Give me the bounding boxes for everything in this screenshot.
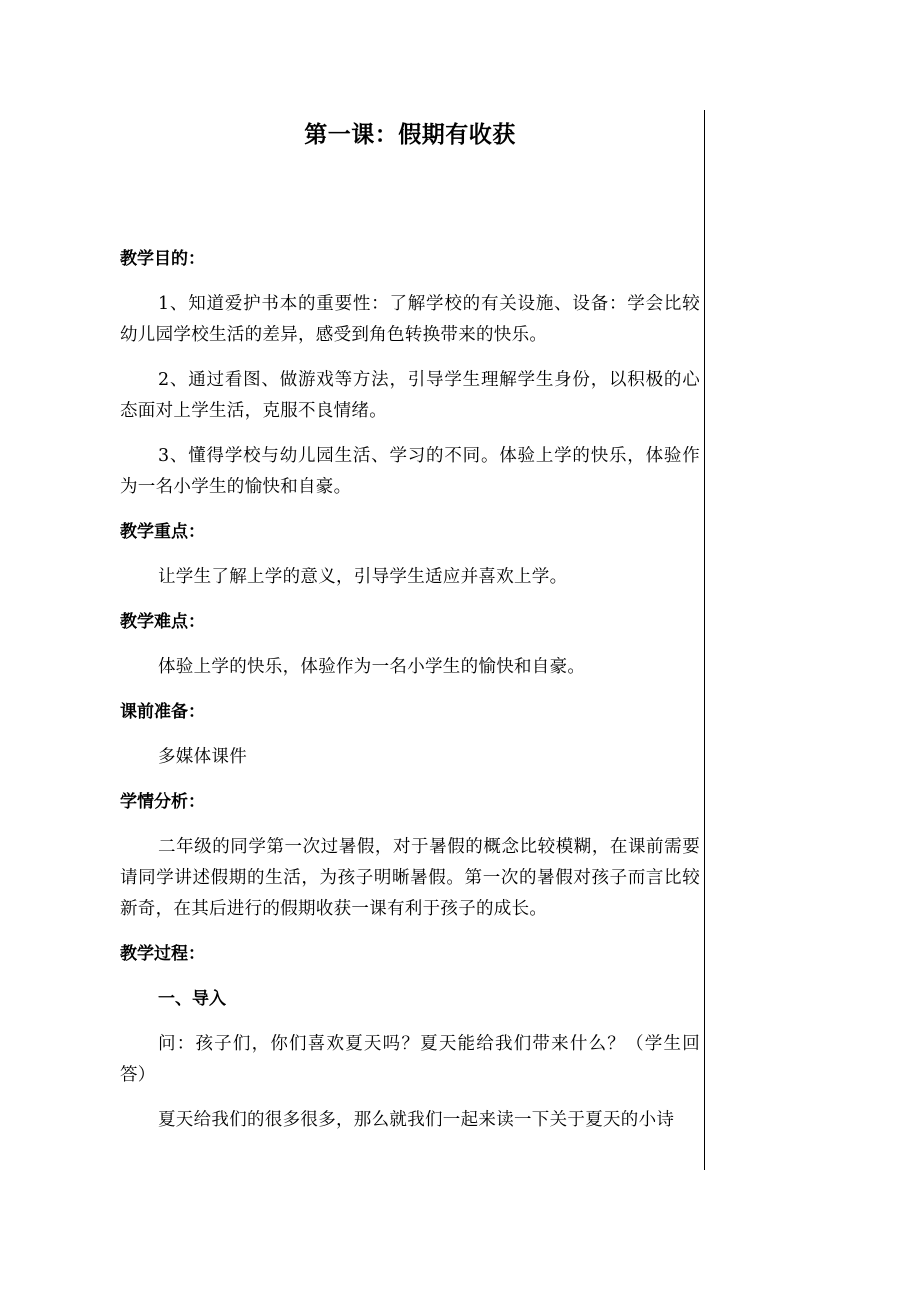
preparation-heading: 课前准备： bbox=[120, 702, 205, 722]
objectives-heading: 教学目的： bbox=[120, 249, 205, 269]
preparation-text: 多媒体课件 bbox=[158, 747, 247, 767]
right-border-line bbox=[704, 110, 705, 1170]
process-paragraph-1: 问：孩子们，你们喜欢夏天吗？夏天能给我们带来什么？（学生回答） bbox=[120, 1034, 700, 1085]
process-subheading: 一、导入 bbox=[158, 989, 226, 1009]
process-heading: 教学过程： bbox=[120, 944, 205, 964]
document-body bbox=[120, 118, 700, 1150]
objective-item-3: 3、懂得学校与幼儿园生活、学习的不同。体验上学的快乐，体验作为一名小学生的愉快和自豪。 bbox=[120, 446, 700, 497]
objective-item-1: 1、知道爱护书本的重要性：了解学校的有关设施、设备：学会比较幼儿园学校生活的差异，感受到角色转换带来的快乐。 bbox=[120, 294, 700, 345]
difficulties-heading: 教学难点： bbox=[120, 612, 205, 632]
process-paragraph-2: 夏天给我们的很多很多，那么就我们一起来读一下关于夏天的小诗 bbox=[158, 1110, 675, 1130]
difficulties-text: 体验上学的快乐，体验作为一名小学生的愉快和自豪。 bbox=[158, 657, 586, 677]
key-points-heading: 教学重点： bbox=[120, 522, 205, 542]
page-title: 第一课：假期有收获 bbox=[304, 122, 516, 148]
key-points-text: 让学生了解上学的意义，引导学生适应并喜欢上学。 bbox=[158, 567, 568, 587]
analysis-text: 二年级的同学第一次过暑假，对于暑假的概念比较模糊，在课前需要请同学讲述假期的生活，为孩子明晰暑假。第一次的暑假对孩子而言比较新奇，在其后进行的假期收获一课有利于孩子的成长。 bbox=[120, 837, 700, 919]
analysis-heading: 学情分析： bbox=[120, 792, 205, 812]
objective-item-2: 2、通过看图、做游戏等方法，引导学生理解学生身份，以积极的心态面对上学生活，克服不良情绪。 bbox=[120, 370, 700, 421]
